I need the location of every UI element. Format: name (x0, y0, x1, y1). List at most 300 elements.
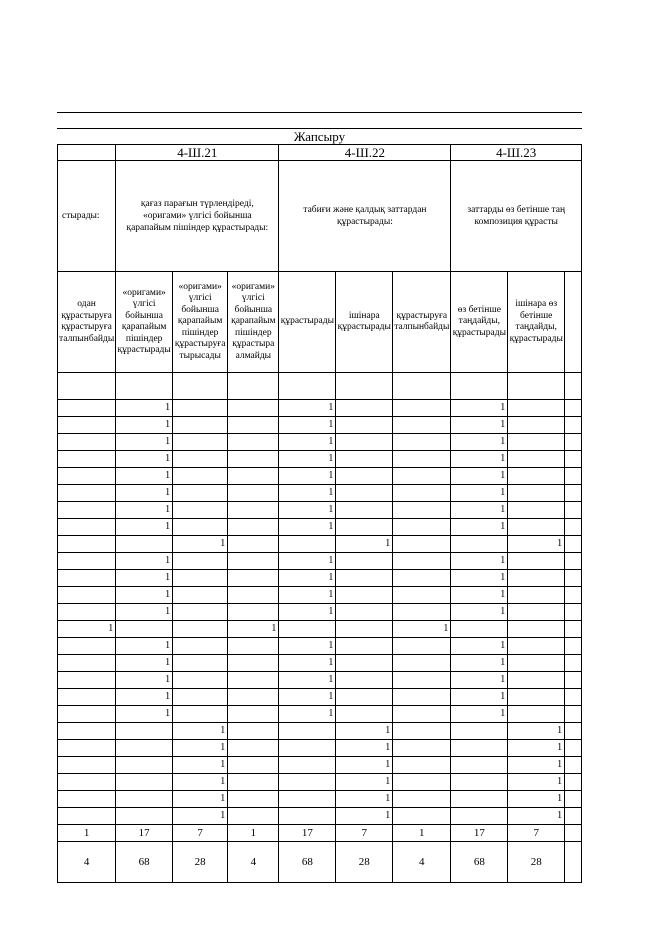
score-cell (228, 706, 279, 723)
score-cell (58, 587, 116, 604)
score-cell (173, 672, 228, 689)
subheader-cell: ішінара өз бетінше таңдайды, құрастырады (508, 272, 565, 373)
score-cell (565, 502, 582, 519)
score-cell (393, 604, 451, 621)
score-cell (508, 502, 565, 519)
score-cell (393, 706, 451, 723)
score-cell: 1 (116, 451, 173, 468)
score-cell: 1 (173, 757, 228, 774)
score-cell (228, 587, 279, 604)
score-cell: 1 (173, 740, 228, 757)
score-cell: 1 (336, 791, 393, 808)
score-cell (173, 519, 228, 536)
score-cell (58, 570, 116, 587)
score-cell (228, 723, 279, 740)
score-cell (228, 502, 279, 519)
score-cell: 1 (451, 502, 508, 519)
score-cell: 1 (279, 706, 336, 723)
score-cell (393, 757, 451, 774)
score-cell: 1 (279, 672, 336, 689)
assessment-table-viewport (57, 144, 582, 868)
table-row (58, 808, 582, 825)
score-cell (336, 451, 393, 468)
score-cell: 1 (336, 536, 393, 553)
empty-cell (173, 373, 228, 400)
score-cell (58, 553, 116, 570)
score-cell (565, 791, 582, 808)
score-cell: 1 (508, 808, 565, 825)
table-row (58, 706, 582, 723)
score-cell: 1 (116, 638, 173, 655)
score-cell (565, 706, 582, 723)
total-cell (565, 825, 582, 842)
score-cell (228, 757, 279, 774)
score-cell: 1 (451, 434, 508, 451)
score-cell: 1 (279, 434, 336, 451)
score-cell (173, 434, 228, 451)
table-row (58, 638, 582, 655)
score-cell (336, 689, 393, 706)
score-cell: 1 (393, 621, 451, 638)
score-cell (451, 740, 508, 757)
score-cell (58, 519, 116, 536)
score-cell (58, 485, 116, 502)
score-cell: 1 (279, 502, 336, 519)
score-cell: 1 (116, 672, 173, 689)
score-cell (58, 774, 116, 791)
score-cell (565, 434, 582, 451)
score-cell (508, 604, 565, 621)
total-cell: 17 (116, 825, 173, 842)
subheader-cell: «оригами» үлгісі бойынша қарапайым пішіндер құрастыра алмайды (228, 272, 279, 373)
empty-cell (451, 373, 508, 400)
score-cell: 1 (451, 485, 508, 502)
score-cell: 1 (279, 570, 336, 587)
score-cell: 1 (508, 791, 565, 808)
empty-cell (336, 373, 393, 400)
score-cell (336, 553, 393, 570)
score-cell: 1 (451, 451, 508, 468)
score-cell (116, 774, 173, 791)
score-cell: 1 (451, 468, 508, 485)
score-cell (173, 587, 228, 604)
score-cell: 1 (508, 536, 565, 553)
percent-cell: 4 (58, 842, 116, 883)
score-cell (336, 655, 393, 672)
subheader-cell (565, 272, 582, 373)
score-cell (393, 519, 451, 536)
totals-row (58, 825, 582, 842)
score-cell: 1 (116, 706, 173, 723)
score-cell (228, 485, 279, 502)
score-cell: 1 (116, 417, 173, 434)
score-cell (508, 451, 565, 468)
score-cell (451, 774, 508, 791)
score-cell: 1 (508, 723, 565, 740)
table-row (58, 689, 582, 706)
empty-cell (116, 373, 173, 400)
percent-cell: 4 (228, 842, 279, 883)
total-cell: 7 (336, 825, 393, 842)
score-cell: 1 (279, 655, 336, 672)
subheader-cell: құрастыруға талпынбайды (393, 272, 451, 373)
score-cell (279, 621, 336, 638)
score-cell (279, 536, 336, 553)
score-cell (279, 723, 336, 740)
score-cell (336, 570, 393, 587)
table-row (58, 451, 582, 468)
empty-cell (393, 373, 451, 400)
description-3: заттарды өз бетінше таң композиция құрасты (451, 161, 582, 272)
percent-cell: 68 (116, 842, 173, 883)
score-cell (508, 655, 565, 672)
score-cell (393, 417, 451, 434)
score-cell (228, 553, 279, 570)
percent-cell: 28 (173, 842, 228, 883)
score-cell: 1 (173, 774, 228, 791)
total-cell: 1 (58, 825, 116, 842)
score-cell (58, 757, 116, 774)
score-cell (228, 417, 279, 434)
score-cell (58, 502, 116, 519)
score-cell: 1 (116, 604, 173, 621)
score-cell (336, 519, 393, 536)
score-cell (173, 638, 228, 655)
table-row (58, 553, 582, 570)
score-cell: 1 (451, 417, 508, 434)
score-cell (58, 723, 116, 740)
score-cell: 1 (451, 638, 508, 655)
score-cell (393, 774, 451, 791)
score-cell (336, 638, 393, 655)
score-cell (228, 604, 279, 621)
percent-cell (565, 842, 582, 883)
score-cell (116, 536, 173, 553)
score-cell: 1 (228, 621, 279, 638)
score-cell (116, 621, 173, 638)
score-cell (336, 400, 393, 417)
score-cell (565, 638, 582, 655)
score-cell (228, 808, 279, 825)
score-cell (116, 723, 173, 740)
score-cell (173, 451, 228, 468)
top-rule (57, 112, 582, 113)
score-cell (508, 638, 565, 655)
score-cell (173, 468, 228, 485)
score-cell: 1 (336, 740, 393, 757)
score-cell (393, 570, 451, 587)
score-cell (565, 553, 582, 570)
score-cell (393, 400, 451, 417)
score-cell (173, 570, 228, 587)
score-cell: 1 (58, 621, 116, 638)
score-cell (228, 655, 279, 672)
score-cell (58, 791, 116, 808)
score-cell: 1 (173, 808, 228, 825)
score-cell (228, 468, 279, 485)
score-cell: 1 (116, 502, 173, 519)
score-cell (173, 655, 228, 672)
score-cell (393, 451, 451, 468)
score-cell (228, 451, 279, 468)
score-cell: 1 (279, 553, 336, 570)
score-cell (565, 723, 582, 740)
score-cell (336, 468, 393, 485)
score-cell: 1 (279, 587, 336, 604)
code-cell-prev (58, 145, 116, 161)
score-cell (228, 672, 279, 689)
table-row (58, 434, 582, 451)
score-cell (228, 570, 279, 587)
score-cell (336, 706, 393, 723)
score-cell (173, 706, 228, 723)
score-cell: 1 (116, 570, 173, 587)
score-cell (565, 485, 582, 502)
score-cell: 1 (279, 451, 336, 468)
table-row (58, 417, 582, 434)
score-cell (58, 468, 116, 485)
percent-cell: 68 (279, 842, 336, 883)
score-cell (279, 791, 336, 808)
score-cell (228, 519, 279, 536)
score-cell: 1 (116, 553, 173, 570)
score-cell (393, 502, 451, 519)
score-cell (565, 757, 582, 774)
score-cell (336, 485, 393, 502)
description-2: табиғи және қалдық заттардан құрастырады: (279, 161, 451, 272)
score-cell (58, 604, 116, 621)
empty-cell (508, 373, 565, 400)
spacer-row (58, 373, 582, 400)
score-cell: 1 (279, 604, 336, 621)
score-cell (508, 519, 565, 536)
table-row (58, 502, 582, 519)
score-cell (451, 791, 508, 808)
table-row (58, 468, 582, 485)
score-cell (173, 604, 228, 621)
score-cell (565, 621, 582, 638)
score-cell (116, 740, 173, 757)
subheader-cell: ішінара құрастырады (336, 272, 393, 373)
subheader-cell: құрастырады (279, 272, 336, 373)
score-cell: 1 (508, 774, 565, 791)
score-cell (336, 434, 393, 451)
score-cell (58, 808, 116, 825)
score-cell (228, 740, 279, 757)
score-cell: 1 (116, 519, 173, 536)
score-cell (173, 621, 228, 638)
score-cell (393, 808, 451, 825)
empty-cell (58, 373, 116, 400)
score-cell: 1 (336, 774, 393, 791)
total-cell: 7 (173, 825, 228, 842)
score-cell: 1 (116, 655, 173, 672)
score-cell: 1 (279, 417, 336, 434)
code-cell-3: 4-Ш.23 (451, 145, 582, 161)
score-cell (393, 485, 451, 502)
percent-cell: 28 (508, 842, 565, 883)
score-cell: 1 (279, 485, 336, 502)
score-cell (393, 723, 451, 740)
total-cell: 1 (228, 825, 279, 842)
code-cell-2: 4-Ш.22 (279, 145, 451, 161)
score-cell (508, 689, 565, 706)
score-cell (565, 468, 582, 485)
score-cell (393, 655, 451, 672)
empty-cell (565, 373, 582, 400)
score-cell (508, 621, 565, 638)
score-cell (393, 434, 451, 451)
empty-cell (279, 373, 336, 400)
score-cell (336, 587, 393, 604)
score-cell: 1 (451, 519, 508, 536)
score-cell (565, 740, 582, 757)
subheader-cell: одан құрастыруға құрастыруға талпынбайды (58, 272, 116, 373)
score-cell (58, 638, 116, 655)
subheader-cell: өз бетінше таңдайды, құрастырады (451, 272, 508, 373)
score-cell (228, 774, 279, 791)
score-cell (565, 604, 582, 621)
total-cell: 17 (451, 825, 508, 842)
score-cell (336, 502, 393, 519)
score-cell (116, 757, 173, 774)
score-cell (565, 570, 582, 587)
table-row (58, 757, 582, 774)
table-row (58, 519, 582, 536)
score-cell: 1 (451, 604, 508, 621)
score-cell: 1 (173, 536, 228, 553)
score-cell (58, 434, 116, 451)
score-cell (451, 808, 508, 825)
percent-cell: 4 (393, 842, 451, 883)
percent-cell: 68 (451, 842, 508, 883)
score-cell (565, 451, 582, 468)
score-cell: 1 (116, 400, 173, 417)
score-cell (508, 434, 565, 451)
score-cell (508, 468, 565, 485)
score-cell (336, 672, 393, 689)
score-cell: 1 (451, 570, 508, 587)
score-cell (279, 757, 336, 774)
score-cell (279, 808, 336, 825)
score-cell (228, 536, 279, 553)
description-prev: стырады: (58, 161, 116, 272)
score-cell (336, 621, 393, 638)
table-row (58, 791, 582, 808)
code-cell-1: 4-Ш.21 (116, 145, 279, 161)
score-cell: 1 (336, 723, 393, 740)
score-cell (173, 485, 228, 502)
score-cell: 1 (451, 689, 508, 706)
score-cell (336, 417, 393, 434)
score-cell (565, 417, 582, 434)
score-cell (393, 468, 451, 485)
score-cell: 1 (451, 553, 508, 570)
score-cell: 1 (279, 400, 336, 417)
score-cell: 1 (451, 672, 508, 689)
score-cell (393, 672, 451, 689)
score-cell: 1 (116, 485, 173, 502)
table-row (58, 672, 582, 689)
score-cell (58, 672, 116, 689)
score-cell (228, 689, 279, 706)
score-cell: 1 (336, 757, 393, 774)
table-row (58, 655, 582, 672)
score-cell (228, 434, 279, 451)
score-cell: 1 (451, 400, 508, 417)
table-row (58, 536, 582, 553)
score-cell (565, 400, 582, 417)
score-cell (58, 451, 116, 468)
table-row (58, 621, 582, 638)
score-cell (565, 808, 582, 825)
score-cell (58, 417, 116, 434)
total-cell: 1 (393, 825, 451, 842)
score-cell (508, 706, 565, 723)
score-cell (279, 774, 336, 791)
score-cell (451, 536, 508, 553)
score-cell (565, 587, 582, 604)
percent-row (58, 842, 582, 883)
score-cell (58, 740, 116, 757)
score-cell (173, 553, 228, 570)
score-cell (565, 774, 582, 791)
score-cell (451, 621, 508, 638)
score-cell (508, 485, 565, 502)
score-cell (58, 655, 116, 672)
score-cell (508, 587, 565, 604)
score-cell: 1 (116, 434, 173, 451)
score-cell (116, 808, 173, 825)
score-cell (173, 502, 228, 519)
score-cell (393, 587, 451, 604)
score-cell (58, 706, 116, 723)
score-cell (508, 570, 565, 587)
score-cell (393, 791, 451, 808)
score-cell (508, 417, 565, 434)
score-cell (393, 553, 451, 570)
total-cell: 7 (508, 825, 565, 842)
subheader-row (58, 272, 582, 373)
table-row (58, 604, 582, 621)
score-cell (228, 638, 279, 655)
score-cell (393, 536, 451, 553)
table-row (58, 400, 582, 417)
score-cell: 1 (279, 468, 336, 485)
score-cell (228, 791, 279, 808)
score-cell (393, 638, 451, 655)
table-row (58, 485, 582, 502)
subheader-cell: «оригами» үлгісі бойынша қарапайым пішіндер құрастырады (116, 272, 173, 373)
score-cell (393, 740, 451, 757)
section-title: Жапсыру (57, 128, 582, 145)
score-cell (173, 417, 228, 434)
score-cell (58, 689, 116, 706)
score-cell (508, 553, 565, 570)
table-row (58, 723, 582, 740)
score-cell (228, 400, 279, 417)
score-cell (451, 723, 508, 740)
score-cell (565, 689, 582, 706)
score-cell (173, 400, 228, 417)
score-cell (508, 672, 565, 689)
score-cell: 1 (279, 519, 336, 536)
empty-cell (228, 373, 279, 400)
score-cell (116, 791, 173, 808)
score-cell (565, 672, 582, 689)
score-cell (279, 740, 336, 757)
score-cell (565, 655, 582, 672)
